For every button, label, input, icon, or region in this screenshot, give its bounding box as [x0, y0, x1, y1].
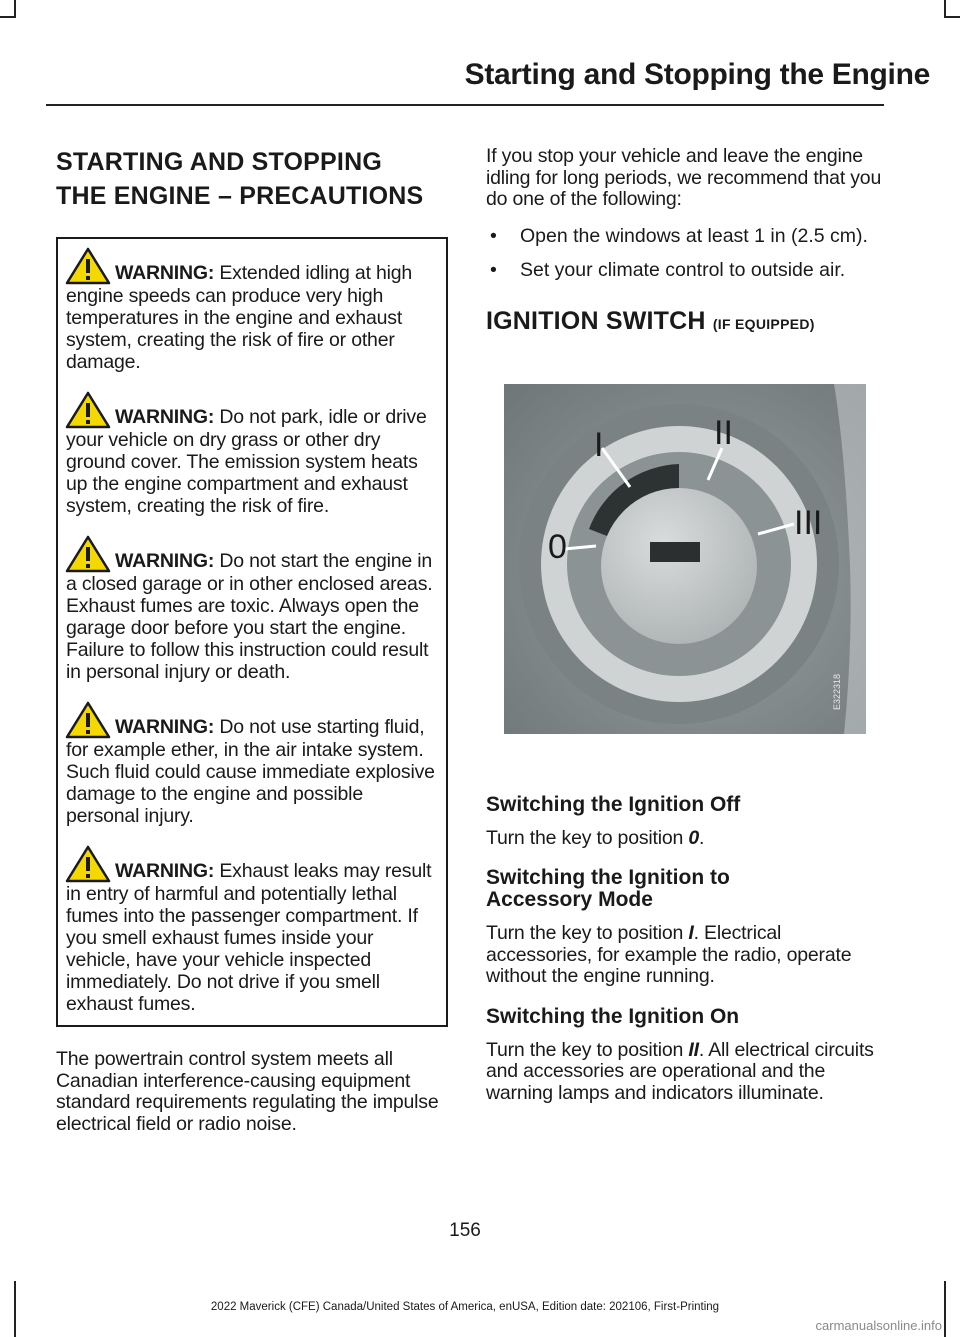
position-ref: 0 — [688, 826, 700, 849]
warning-label: WARNING: — [115, 406, 215, 428]
recommendation-list — [486, 225, 884, 281]
ignition-heading-text: IGNITION SWITCH — [486, 306, 706, 335]
warning-text: Extended idling at high engine speeds can produce very high temperatures in the engine and exhaust system, creating the risk of fire or other damage. — [66, 262, 413, 373]
crop-mark — [944, 16, 960, 18]
accessory-heading-line1: Switching the Ignition to — [486, 866, 730, 889]
warning-label: WARNING: — [115, 716, 215, 738]
warning-triangle-icon — [65, 391, 111, 429]
list-item-text: Open the windows at least 1 in (2.5 cm). — [520, 224, 868, 247]
warning-label: WARNING: — [115, 262, 215, 284]
idling-intro: If you stop your vehicle and leave the engine idling for long periods, we recommend that you do one of the following: — [486, 145, 882, 210]
right-column — [486, 146, 884, 1104]
title-divider — [46, 104, 884, 106]
warning-text: Do not use starting fluid, for example ether, in the air intake system. Such fluid could cause immediate explosive damage to the engine and possible personal injury. — [66, 716, 435, 827]
warning-item — [66, 247, 438, 373]
list-item — [486, 259, 884, 281]
warning-box — [56, 237, 448, 1027]
bullet-marker: • — [490, 224, 497, 247]
section-heading — [56, 145, 446, 213]
page-title: Starting and Stopping the Engine — [464, 58, 930, 91]
ignition-off-heading: Switching the Ignition Off — [486, 792, 741, 816]
ignition-on-heading: Switching the Ignition On — [486, 1004, 740, 1028]
ignition-on-text — [486, 1040, 884, 1105]
ignition-on-text-post: . All electrical circuits and accessories are operational and the warning lamps and indicators illuminate. — [486, 1038, 874, 1104]
warning-item — [66, 535, 438, 683]
warning-triangle-icon — [65, 247, 111, 285]
ignition-heading — [486, 307, 884, 336]
warning-item — [66, 391, 438, 517]
ignition-on-text-pre: Turn the key to position — [486, 1038, 689, 1061]
bullet-marker: • — [490, 258, 497, 281]
left-column — [56, 145, 446, 1135]
figure-code: E322318 — [832, 673, 842, 710]
warning-text: Do not start the engine in a closed garage or in other enclosed areas. Exhaust fumes are toxic. Always open the garage door before you start the engine. Failure to follow this instruction could result in personal injury or death. — [66, 550, 433, 683]
section-heading-line2: THE ENGINE – PRECAUTIONS — [56, 182, 424, 210]
ignition-accessory-heading — [486, 867, 884, 911]
position-label-III: III — [794, 503, 823, 542]
position-ref: II — [688, 1038, 699, 1061]
watermark: carmanualsonline.info — [815, 1318, 942, 1333]
page-number: 156 — [449, 1220, 481, 1241]
crop-mark — [944, 1281, 946, 1337]
accessory-text-pre: Turn the key to position — [486, 922, 689, 944]
section-heading-line1: STARTING AND STOPPING — [56, 148, 382, 176]
position-label-0: 0 — [548, 527, 567, 566]
list-item-text: Set your climate control to outside air. — [520, 258, 846, 281]
warning-text: Exhaust leaks may result in entry of harmful and potentially lethal fumes into the passenger compartment. If you smell exhaust fumes inside your vehicle, have your vehicle inspected immediately. Do not drive if you smell exhaust fumes. — [66, 860, 432, 1015]
crop-mark — [0, 16, 16, 18]
ignition-off-text — [486, 828, 884, 850]
ignition-off-text-post: . — [699, 826, 705, 849]
edition-footer: 2022 Maverick (CFE) Canada/United States of America, enUSA, Edition date: 202106, First-Printing — [210, 1301, 720, 1313]
ignition-switch-figure — [504, 384, 866, 734]
warning-triangle-icon — [65, 845, 111, 883]
warning-item — [66, 701, 438, 827]
warning-label: WARNING: — [115, 550, 215, 572]
warning-label: WARNING: — [115, 860, 215, 882]
ignition-off-text-pre: Turn the key to position — [486, 826, 689, 849]
position-label-I: I — [594, 425, 604, 464]
list-item — [486, 225, 884, 247]
ignition-accessory-text — [486, 923, 884, 988]
ignition-switch-illustration — [504, 384, 866, 734]
warning-item — [66, 845, 438, 1015]
warning-triangle-icon — [65, 535, 111, 573]
accessory-text-post: . Electrical accessories, for example the radio, operate without the engine running. — [486, 922, 852, 987]
ignition-heading-qualifier: (IF EQUIPPED) — [712, 315, 815, 332]
warning-text: Do not park, idle or drive your vehicle on dry grass or other dry ground cover. The emission system heats up the engine compartment and exhaust system, creating the risk of fire. — [66, 406, 427, 517]
accessory-heading-line2: Accessory Mode — [486, 888, 653, 911]
position-label-II: II — [714, 413, 733, 452]
position-ref: I — [688, 922, 694, 944]
powertrain-paragraph: The powertrain control system meets all Canadian interference-causing equipment standard requirements regulating the impulse electrical field or radio noise. — [56, 1048, 439, 1135]
warning-triangle-icon — [65, 701, 111, 739]
